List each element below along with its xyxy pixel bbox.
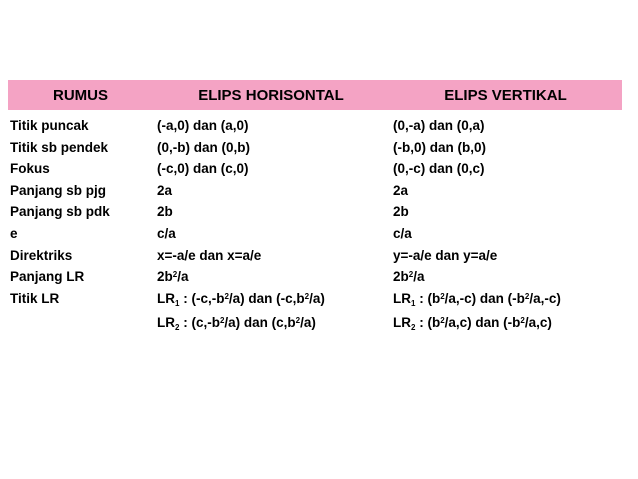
horisontal-titik-sb-pendek: (0,-b) dan (0,b)	[157, 139, 250, 155]
header-elips-horisontal: ELIPS HORISONTAL	[198, 86, 344, 104]
header-rumus: RUMUS	[53, 86, 108, 104]
vertikal-titik-lr2	[389, 312, 622, 334]
lr2-part2: /a,c) dan (-b	[444, 315, 521, 331]
horisontal-titik-lr2	[153, 312, 389, 334]
horisontal-direktriks: x=-a/e dan x=a/e	[157, 247, 262, 263]
column-elips-horisontal	[153, 115, 389, 334]
lr1-part2: /a) dan (-c,b	[228, 290, 305, 306]
lr2-sup2: 2	[295, 316, 301, 326]
horisontal-panjang-lr	[153, 266, 389, 288]
vertikal-fokus: (0,-c) dan (0,c)	[393, 161, 485, 177]
horisontal-panjang-sb-pdk: 2b	[157, 204, 173, 220]
lr1-part1: : (-c,-b	[179, 290, 225, 306]
table-body	[8, 110, 622, 334]
column-elips-vertikal	[389, 115, 622, 334]
header-elips-vertikal: ELIPS VERTIKAL	[444, 86, 567, 104]
lr2-index: 2	[411, 323, 416, 333]
lr-len-base: 2b	[157, 269, 173, 285]
lr2-part3: /a)	[300, 315, 316, 331]
lr1-part3: /a,-c)	[529, 290, 561, 306]
rumus-fokus: Fokus	[10, 161, 50, 177]
table-header-row	[8, 80, 622, 110]
lr1-label: LR	[157, 290, 175, 306]
rumus-panjang-sb-pjg: Panjang sb pjg	[10, 182, 107, 198]
lr2-sup1: 2	[219, 316, 225, 326]
lr2-index: 2	[175, 323, 180, 333]
lr1-sup1: 2	[224, 291, 229, 301]
lr2-part3: /a,c)	[524, 315, 552, 331]
rumus-titik-puncak: Titik puncak	[10, 118, 89, 133]
horisontal-titik-lr1	[153, 288, 389, 310]
rumus-direktriks: Direktriks	[10, 247, 73, 263]
lr2-label: LR	[393, 315, 411, 331]
column-rumus	[8, 115, 153, 334]
lr2-part2: /a) dan (c,b	[224, 315, 296, 331]
lr1-index: 1	[411, 298, 416, 308]
lr1-sup2: 2	[524, 291, 530, 301]
lr2-sup2: 2	[520, 316, 525, 326]
lr-len-sup: 2	[172, 270, 178, 280]
lr1-part2: /a,-c) dan (-b	[444, 290, 525, 306]
vertikal-titik-sb-pendek: (-b,0) dan (b,0)	[393, 139, 486, 155]
horisontal-fokus: (-c,0) dan (c,0)	[157, 161, 249, 177]
lr1-label: LR	[393, 290, 411, 306]
lr1-part1: : (b	[415, 290, 441, 306]
ellipse-formula-table	[8, 80, 622, 334]
vertikal-panjang-sb-pjg: 2a	[393, 182, 409, 198]
lr1-sup1: 2	[440, 291, 445, 301]
lr-len-rest: /a	[413, 269, 425, 285]
lr2-part1: : (b	[415, 315, 441, 331]
rumus-panjang-sb-pdk: Panjang sb pdk	[10, 204, 110, 220]
vertikal-titik-puncak: (0,-a) dan (0,a)	[393, 118, 485, 133]
vertikal-direktriks: y=-a/e dan y=a/e	[393, 247, 498, 263]
lr2-label: LR	[157, 315, 175, 331]
lr2-part1: : (c,-b	[179, 315, 220, 331]
rumus-e: e	[10, 225, 18, 241]
vertikal-panjang-sb-pdk: 2b	[393, 204, 409, 220]
lr-len-rest: /a	[177, 269, 189, 285]
horisontal-titik-puncak: (-a,0) dan (a,0)	[157, 118, 249, 133]
lr1-sup2: 2	[304, 291, 310, 301]
horisontal-panjang-sb-pjg: 2a	[157, 182, 173, 198]
lr1-index: 1	[175, 298, 180, 308]
rumus-panjang-lr: Panjang LR	[10, 269, 85, 285]
horisontal-e: c/a	[157, 225, 176, 241]
lr-len-sup: 2	[408, 270, 414, 280]
lr2-sup1: 2	[440, 316, 445, 326]
rumus-titik-sb-pendek: Titik sb pendek	[10, 139, 109, 155]
rumus-titik-lr: Titik LR	[10, 290, 60, 306]
vertikal-panjang-lr	[389, 266, 622, 288]
vertikal-e: c/a	[393, 225, 412, 241]
lr-len-base: 2b	[393, 269, 409, 285]
vertikal-titik-lr1	[389, 288, 622, 310]
lr1-part3: /a)	[309, 290, 325, 306]
